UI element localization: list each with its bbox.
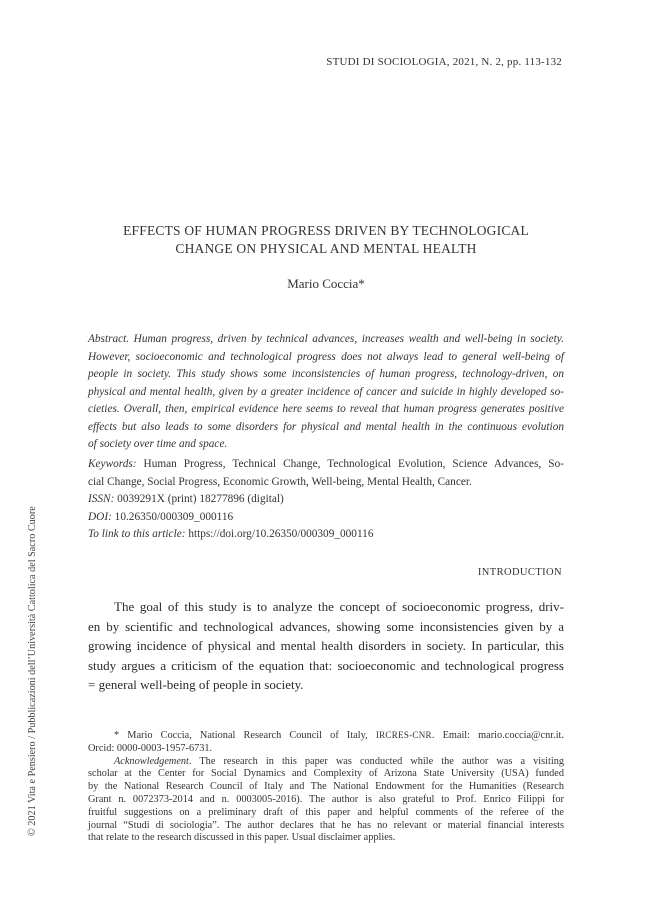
doi-line — [88, 509, 564, 527]
footnote-author-text-a: * Mario Coccia, National Research Council of Italy, — [114, 730, 376, 741]
ack-line: fruitful suggestions on a preliminary draft of this paper and helpful comments of the referee of the — [88, 806, 564, 818]
keywords-line-2: cial Change, Social Progress, Economic Growth, Well-being, Mental Health, Cancer. — [88, 475, 472, 488]
abstract — [88, 331, 564, 454]
paragraph-line: The goal of this study is to analyze the concept of socioeconomic progress, driv- — [114, 599, 564, 614]
keywords-label: Keywords: — [88, 458, 137, 470]
side-copyright: © 2021 Vita e Pensiero / Pubblicazioni dell’Università Cattolica del Sacro Cuore — [27, 506, 38, 836]
abstract-line: people in society. This study shows some inconsistencies of human progress, technology-driven, on — [88, 368, 564, 380]
ack-text-1: . The research in this paper was conducted while the author was a visiting — [188, 755, 564, 767]
keywords-line-1 — [88, 456, 564, 474]
abstract-line: Abstract. Human progress, driven by technical advances, increases wealth and well-being in society. — [88, 333, 564, 345]
abstract-line: effects but also leads to some disorders for physical and mental health in the continuous evolution — [88, 420, 564, 433]
abstract-line: physical and mental health, given by a greater incidence of cancer and suicide in highly developed so- — [88, 385, 564, 398]
article-link-line — [88, 526, 564, 544]
title-line-2: CHANGE ON PHYSICAL AND MENTAL HEALTH — [175, 241, 477, 256]
paragraph-line: = general well-being of people in society. — [88, 677, 304, 692]
title-line-1: EFFECTS OF HUMAN PROGRESS DRIVEN BY TECHNOLOGICAL — [123, 223, 529, 238]
ack-line: that relate to the research discussed in this paper. Usual disclaimer applies. — [88, 832, 396, 844]
paragraph-line: en by scientific and technological advances, showing some inconsistencies given by a — [88, 618, 564, 634]
footnote-orcid: Orcid: 0000-0003-1957-6731. — [88, 742, 213, 754]
keywords-text-1: Human Progress, Technical Change, Technological Evolution, Science Advances, So- — [136, 458, 564, 470]
ack-line: scholar at the Center for Social Dynamics and Complexity of Arizona State University (USA) funded — [88, 768, 564, 780]
paper-title — [88, 222, 564, 258]
paragraph-line: growing incidence of physical and mental health disorders in society. In particular, this — [88, 638, 564, 653]
article-link-label: To link to this article: — [88, 528, 186, 540]
article-metadata — [88, 456, 564, 544]
running-header: STUDI DI SOCIOLOGIA, 2021, N. 2, pp. 113-132 — [326, 56, 562, 68]
ack-line: journal “Studi di sociologia”. The author declares that he has no relevant or material financial interests — [88, 819, 564, 831]
ack-line-1 — [88, 756, 564, 769]
issn-line — [88, 491, 564, 509]
abstract-line: However, socioeconomic and technological progress does not always lead to general well-being of — [88, 350, 564, 363]
introduction-paragraph — [88, 597, 564, 695]
article-link[interactable]: https://doi.org/10.26350/000309_000116 — [185, 528, 374, 540]
abstract-line: of society over time and space. — [88, 438, 228, 450]
ack-line: by the National Research Council of Italy and The National Endowment for the Humanities (Research — [88, 781, 564, 793]
institution-abbrev: IRCRES-CNR — [375, 730, 432, 740]
ack-label: Acknowledgement — [114, 755, 189, 767]
footnotes — [88, 729, 564, 845]
issn-value: 0039291X (print) 18277896 (digital) — [114, 493, 284, 505]
ack-line: Grant n. 0072373-2014 and n. 0003005-2016). The author is also grateful to Prof. Enrico Filippi for — [88, 793, 564, 805]
author-name: Mario Coccia* — [287, 276, 365, 291]
abstract-line: cieties. Overall, then, empirical evidence here seems to reveal that human progress generates positive — [88, 403, 564, 415]
paragraph-line: study argues a criticism of the equation that: socioeconomic and technological progress — [88, 657, 564, 673]
footnote-author-line-1 — [88, 729, 564, 743]
doi-label: DOI: — [88, 510, 112, 523]
footnote-author-text-b: . Email: mario.coccia@cnr.it. — [431, 730, 564, 741]
issn-label: ISSN: — [88, 493, 115, 505]
section-heading: INTRODUCTION — [477, 567, 562, 578]
doi-value: 10.26350/000309_000116 — [111, 510, 234, 523]
